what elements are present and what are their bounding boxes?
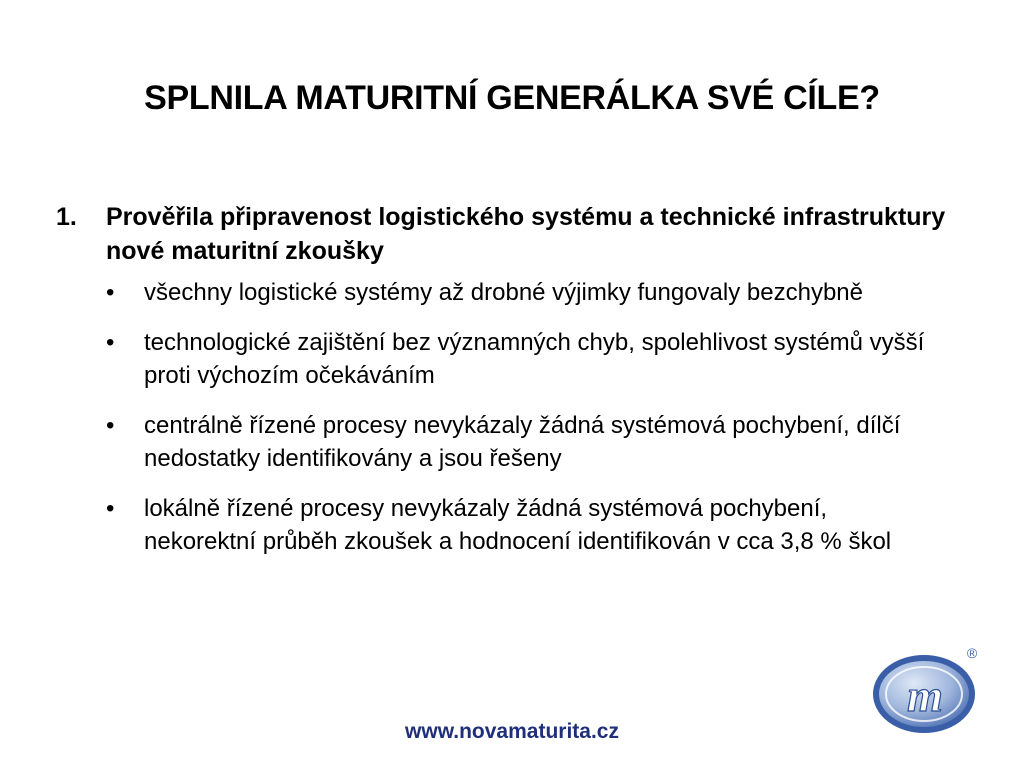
bullet-text: lokálně řízené procesy nevykázaly žádná systémová pochybení, nekorektní průběh zkoušek a hodnocení identifikován v cca 3,8 % škol: [144, 495, 892, 555]
bullet-item: [106, 326, 939, 392]
bullet-text: technologické zajištění bez významných chyb, spolehlivost systémů vyšší proti výchozím očekáváním: [144, 329, 925, 389]
bullet-text: všechny logistické systémy až drobné výjimky fungovaly bezchybně: [144, 279, 863, 306]
slide-content: [56, 200, 956, 575]
bullet-item: [106, 409, 939, 475]
bullet-marker: •: [106, 495, 115, 522]
bullet-item: [106, 276, 939, 309]
bullet-marker: •: [106, 412, 115, 439]
bullet-marker: •: [106, 279, 115, 306]
bullet-list: [56, 276, 956, 558]
registered-mark: ®: [966, 645, 978, 661]
bullet-item: [106, 492, 939, 558]
logo-letter: m: [907, 670, 943, 721]
point-heading: Prověřila připravenost logistického systému a technické infrastruktury nové maturitní zkoušky: [106, 203, 946, 265]
point-number: 1.: [56, 203, 77, 231]
slide-title: SPLNILA MATURITNÍ GENERÁLKA SVÉ CÍLE?: [144, 79, 880, 117]
numbered-point-1: [56, 200, 956, 268]
bullet-marker: •: [106, 329, 115, 356]
footer-url[interactable]: www.novamaturita.cz: [405, 720, 619, 743]
bullet-text: centrálně řízené procesy nevykázaly žádná systémová pochybení, dílčí nedostatky identifikovány a jsou řešeny: [144, 412, 901, 472]
